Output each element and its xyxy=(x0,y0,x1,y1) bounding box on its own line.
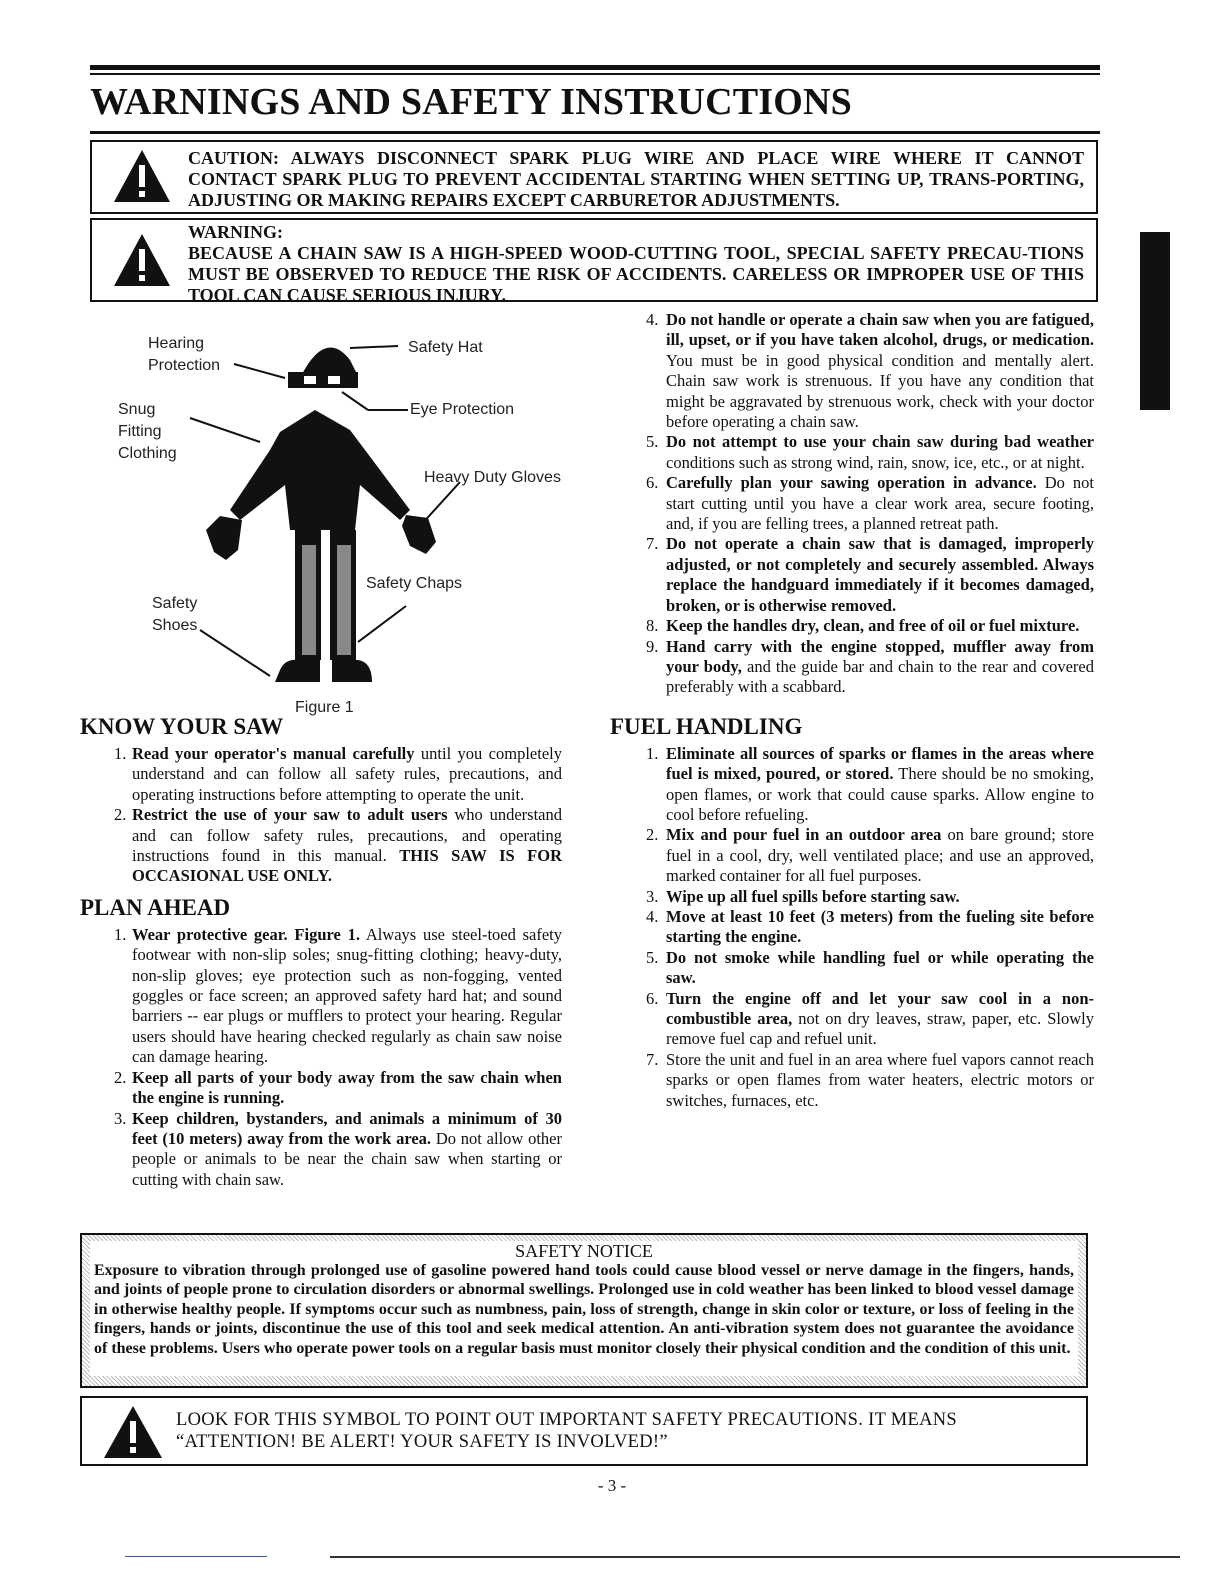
list-item: 2. Keep all parts of your body away from the saw chain when the engine is running. xyxy=(114,1067,562,1108)
section-tab-marker xyxy=(1140,232,1170,410)
label-snug: Snug xyxy=(118,401,156,418)
bottom-rule-left xyxy=(125,1556,267,1557)
warning-triangle-icon xyxy=(112,232,172,288)
list-item: 5. Do not attempt to use your chain saw during bad weather conditions such as strong wind, rain, snow, ice, etc., or at night. xyxy=(646,432,1094,472)
list-item: 4. Do not handle or operate a chain saw when you are fatigued, ill, upset, or if you have taken alcohol, drugs, or medication. You must be in good physical condition and mentally alert. Chain saw work is strenuous. If you have any condition that might be aggravated by strenuous work, check with your doctor before operating a chain saw. xyxy=(646,310,1094,432)
list-item: 1. Read your operator's manual carefully until you completely understand and can follow all safety rules, precautions, and operating instructions before attempting to operate the unit. xyxy=(114,744,562,804)
list-item: 6. Carefully plan your sawing operation in advance. Do not start cutting until you have a clear work area, secure footing, and, if you are felling trees, a planned retreat path. xyxy=(646,473,1094,534)
list-item: 2. Restrict the use of your saw to adult users who understand and can follow safety rules, precautions, and operating instructions found in this manual. THIS SAW IS FOR OCCASIONAL USE ONLY. xyxy=(114,805,563,886)
label-clothing: Clothing xyxy=(118,445,177,462)
list-item: 5. Do not smoke while handling fuel or while operating the saw. xyxy=(646,947,1094,988)
fuel-handling-heading: FUEL HANDLING xyxy=(610,713,803,739)
label-shoes: Shoes xyxy=(152,617,198,634)
warning-triangle-icon xyxy=(102,1404,164,1460)
title-underline xyxy=(90,131,1100,134)
list-item: 2. Mix and pour fuel in an outdoor area on bare ground; store fuel in a cool, dry, well ventilated place; and use an approved, marked container for all fuel purposes. xyxy=(646,825,1094,886)
safety-rules-list xyxy=(610,310,1094,698)
label-eye-protection: Eye Protection xyxy=(410,401,515,418)
fuel-handling-list xyxy=(610,744,1094,1111)
label-protection: Protection xyxy=(148,357,221,374)
list-item: 3. Keep children, bystanders, and animals a minimum of 30 feet (10 meters) away from the work area. Do not allow other people or animals to be near the chain saw when starting or cutting with chain saw. xyxy=(114,1108,563,1189)
symbol-text-line-1: LOOK FOR THIS SYMBOL TO POINT OUT IMPORTANT SAFETY PRECAUTIONS. IT MEANS xyxy=(176,1410,958,1430)
warning-box xyxy=(90,218,1098,305)
left-column xyxy=(80,714,562,1190)
safety-gear-figure xyxy=(110,320,590,720)
top-rule-thin xyxy=(90,73,1100,75)
list-item: 1. Wear protective gear. Figure 1. Always use steel-toed safety footwear with non-slip soles; snug-fitting clothing; heavy-duty, non-slip gloves; eye protection such as non-fogging, vented goggles or face screen; an approved safety hard hat; and sound barriers -- ear plugs or mufflers to protect your hearing. Regular users should have hearing checked regularly as chain saw noise can damage hearing. xyxy=(114,924,562,1067)
page-number: - 3 - xyxy=(597,1476,627,1495)
list-item: 4. Move at least 10 feet (3 meters) from the fueling site before starting the engine. xyxy=(646,906,1094,947)
label-safety-chaps: Safety Chaps xyxy=(366,575,463,592)
figure-caption: Figure 1 xyxy=(295,699,354,716)
list-item: 6. Turn the engine off and let your saw cool in a non-combustible area, not on dry leaves, straw, paper, etc. Slowly remove fuel cap and refuel unit. xyxy=(646,988,1094,1049)
label-safety-hat: Safety Hat xyxy=(408,339,483,356)
bottom-rule-right xyxy=(330,1556,1180,1558)
plan-ahead-list xyxy=(80,925,562,1190)
label-fitting: Fitting xyxy=(118,423,162,440)
list-item: 7. Do not operate a chain saw that is damaged, improperly adjusted, or not completely and securely assembled. Always replace the handguard immediately if it becomes damaged, broken, or is otherwise removed. xyxy=(646,534,1094,615)
know-your-saw-list xyxy=(80,744,562,887)
caution-text: CAUTION: ALWAYS DISCONNECT SPARK PLUG WIRE AND PLACE WIRE WHERE IT CANNOT CONTACT SPARK PLUG TO PREVENT ACCIDENTAL STARTING WHEN SETTING UP, TRANS-PORTING, ADJUSTING OR MAKING REPAIRS EXCEPT CARBURETOR ADJUSTMENTS. xyxy=(188,148,1084,210)
safety-notice-content xyxy=(90,1241,1078,1376)
right-column xyxy=(610,310,1094,1111)
safety-notice-text: Exposure to vibration through prolonged use of gasoline powered hand tools could cause blood vessel or nerve damage in the fingers, hands, and joints of people prone to circulation disorders or abnormal swellings. Prolonged use in cold weather has been linked to blood vessel damage in otherwise healthy people. If symptoms occur such as numbness, pain, loss of strength, change in skin color or texture, or loss of feeling in the fingers, hands or joints, discontinue the use of this tool and seek medical attention. An anti-vibration system does not guarantee the avoidance of these problems. Users who operate power tools on a regular basis must monitor closely their physical condition and the condition of this unit. xyxy=(94,1262,1074,1357)
symbol-explanation-box xyxy=(80,1396,1088,1466)
list-item: 8. Keep the handles dry, clean, and free of oil or fuel mixture. xyxy=(646,616,1080,636)
label-safety: Safety xyxy=(152,595,198,612)
list-item: 1. Eliminate all sources of sparks or flames in the areas where fuel is mixed, poured, or stored. There should be no smoking, open flames, or work that could cause sparks. Allow engine to cool before refueling. xyxy=(646,743,1095,824)
symbol-text-line-2: “ATTENTION! BE ALERT! YOUR SAFETY IS INVOLVED!” xyxy=(176,1432,668,1452)
plan-ahead-heading: PLAN AHEAD xyxy=(80,894,231,920)
safety-notice-title: SAFETY NOTICE xyxy=(515,1241,653,1261)
safety-notice-box xyxy=(80,1233,1088,1388)
warning-triangle-icon xyxy=(112,148,172,204)
list-item: 7. Store the unit and fuel in an area where fuel vapors cannot reach sparks or open flames from water heaters, electric motors or switches, furnaces, etc. xyxy=(646,1049,1094,1110)
page-title: WARNINGS AND SAFETY INSTRUCTIONS xyxy=(90,81,852,123)
know-your-saw-heading: KNOW YOUR SAW xyxy=(80,714,284,739)
label-hearing: Hearing xyxy=(148,335,205,352)
list-item: 3. Wipe up all fuel spills before starting saw. xyxy=(646,886,960,906)
label-gloves: Heavy Duty Gloves xyxy=(424,469,561,486)
warning-heading: WARNING: xyxy=(188,222,284,242)
caution-box xyxy=(90,140,1098,214)
warning-text: BECAUSE A CHAIN SAW IS A HIGH-SPEED WOOD-CUTTING TOOL, SPECIAL SAFETY PRECAU-TIONS MUST BE OBSERVED TO REDUCE THE RISK OF ACCIDENTS. CARELESS OR IMPROPER USE OF THIS TOOL CAN CAUSE SERIOUS INJURY. xyxy=(188,243,1084,305)
figure-person-illustration xyxy=(110,320,590,720)
top-rule-thick xyxy=(90,65,1100,70)
list-item: 9. Hand carry with the engine stopped, muffler away from your body, and the guide bar and chain to the rear and covered preferably with a scabbard. xyxy=(646,636,1094,697)
